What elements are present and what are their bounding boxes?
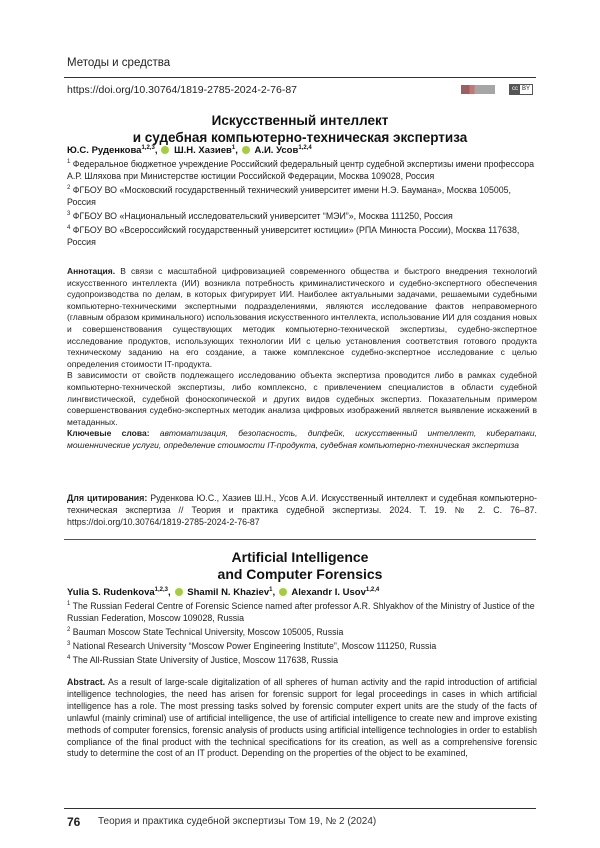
author-name: А.И. Усов — [254, 145, 299, 157]
authors-en: Yulia S. Rudenkova$^{1,2,3}$, Shamil N. Khaziev$^1$, Alexandr I. Usov$^{1,2,4}$ — [67, 587, 380, 599]
author-name: Shamil N. Khaziev — [187, 587, 270, 599]
affiliation-item: $^3$ ФГБОУ ВО «Национальный исследовательский университет “МЭИ”», Москва 111250, Россия — [67, 210, 453, 221]
author-name: Ю.С. Руденкова — [67, 145, 142, 157]
affiliation-item: $^1$ The Russian Federal Centre of Forensic Science named after professor A.R. Shlyakhov of the Ministry of Justice of the Russian Federation, Moscow 109028, Russia — [67, 600, 535, 623]
page-number: 76 — [67, 815, 81, 829]
author-affiliation-sup: 1 — [231, 145, 236, 151]
title-ru-line-1: Искусственный интеллект — [211, 113, 389, 128]
author-name: Ш.Н. Хазиев — [174, 145, 232, 157]
abstract-ru-paragraph-1: Аннотация. В связи с масштабной цифровизацией современного общества и быстрого внедрения технологий искусственного интеллекта (ИИ) возникла потребность криминалистического и судебно-экспертного обеспечения судопроизводства по делам, в которых фигурирует ИИ. Наиболее актуальными задачами, решаемыми судебными компьютерно-техническими экспертными подразделениями, являются исследование фактов неправомерного (главным образом криминального) использования искусственного интеллекта, использование ИИ для создания новых и совершенствования существующих методик компьютерно-технической экспертизы, судебно-экспертное исследование продуктов, использующих технологии ИИ с целью установления соответствия готового продукта техническому заданию на его создание, а также комплексное судебно-экспертное исследование с целью определения стоимости IT-продукта. — [67, 266, 537, 369]
citation-text: Руденкова Ю.С., Хазиев Ш.Н., Усов А.И. Искусственный интеллект и судебная компьютерно-техническая экспертиза // Теория и практика судебной экспертизы. 2024. Т. 19. № 2. С. 76–87. https://doi.org/10.30764/1819-2785-2024-2-76-87 — [67, 493, 537, 527]
citation-block — [67, 493, 537, 528]
orcid-icon[interactable] — [161, 146, 169, 154]
footer-divider — [64, 808, 536, 809]
affiliations-ru — [67, 157, 537, 249]
by-label: BY — [521, 86, 530, 92]
orcid-icon[interactable] — [242, 146, 250, 154]
affiliation-item: $^2$ Bauman Moscow State Technical University, Moscow 105005, Russia — [67, 626, 344, 637]
abstract-en-text: As a result of large-scale digitalization of all spheres of human activity and the rapid introduction of artificial intelligence technologies, the need has arisen for forensic support for legal proceedings in cases in which artificial intelligence has a role. The most pressing tasks solved by forensic computer expert units are the study of the facts of unlawful (mainly criminal) use of artificial intelligence, the use of artificial intelligence to create new and improve existing methods of computer forensics, forensic analysis of products using artificial intelligence technologies in order to establish compliance of the final product with the technical specifications for its creation, as well as a comprehensive forensic study to determine the cost of an IT product. Depending on the properties of the object to be examined, — [67, 677, 537, 759]
abstract-ru — [67, 266, 537, 452]
author-affiliation-sup: 1,2,3 — [141, 145, 155, 151]
abstract-en — [67, 677, 537, 760]
section-label: Методы и средства — [67, 57, 171, 69]
title-en-line-2: and Computer Forensics — [217, 566, 383, 582]
authors-ru: Ю.С. Руденкова$^{1,2,3}$, Ш.Н. Хазиев$^1$, А.И. Усов$^{1,2,4}$ — [67, 145, 312, 157]
cc-label: cc — [511, 86, 518, 92]
author-name: Alexandr I. Usov — [291, 587, 366, 599]
journal-name: Теория и практика судебной экспертизы Том 19, № 2 (2024) — [98, 816, 377, 827]
header-divider — [64, 77, 536, 78]
keywords-text: автоматизация, безопасность, дипфейк, искусственный интеллект, кибератаки, мошеннические услуги, определение стоимости IT-продукта, судебная компьютерно-техническая экспертиза — [67, 428, 537, 450]
orcid-icon[interactable] — [279, 588, 287, 596]
author-affiliation-sup: 1,2,3 — [154, 587, 168, 593]
journal-logo-icon — [461, 85, 495, 94]
affiliation-item: $^3$ National Research University “Moscow Power Engineering Institute”, Moscow 111250, Russia — [67, 641, 437, 652]
author-name: Yulia S. Rudenkova — [67, 587, 155, 599]
article-title-en — [0, 549, 600, 583]
abstract-ru-paragraph-2: В зависимости от свойств подлежащего исследованию объекта экспертиза проводится либо в рамках судебной компьютерно-технической экспертизы, либо комплексно, с привлечением специалистов в области судебной лингвистической, судебной фоноскопической и других видов судебных экспертиз. Показательным примером совершенствования судебно-экспертных методик анализа цифровых изображений является выявление искажений в метаданных. — [67, 370, 537, 427]
title-en-line-1: Artificial Intelligence — [231, 549, 369, 565]
header-logos — [461, 84, 533, 95]
keywords-ru — [67, 428, 537, 451]
section-divider — [64, 539, 536, 540]
orcid-icon[interactable] — [175, 588, 183, 596]
keywords-label: Ключевые слова: — [67, 428, 150, 439]
affiliations-en — [67, 599, 537, 668]
author-affiliation-sup: 1 — [269, 587, 273, 593]
affiliation-item: $^4$ The All-Russian State University of Justice, Moscow 117638, Russia — [67, 655, 338, 666]
cc-by-license-icon[interactable] — [509, 84, 533, 95]
article-title-ru — [0, 112, 600, 146]
affiliation-item: $^1$ Федеральное бюджетное учреждение Российский федеральный центр судебной экспертизы имени профессора А.Р. Шляхова при Министерстве юстиции Российской Федерации, Москва 109028, Россия — [67, 158, 535, 181]
abstract-label: Abstract. — [67, 677, 106, 687]
doi-link[interactable]: https://doi.org/10.30764/1819-2785-2024-2-76-87 — [67, 84, 298, 96]
author-affiliation-sup: 1,2,4 — [298, 145, 312, 151]
citation-label: Для цитирования: — [67, 493, 148, 503]
affiliation-item: $^4$ ФГБОУ ВО «Всероссийский государственный университет юстиции» (РПА Минюста России), Москва 117638, Россия — [67, 225, 520, 247]
abstract-label: Аннотация. — [67, 266, 116, 276]
affiliation-item: $^2$ ФГБОУ ВО «Московский государственный технический университет имени Н.Э. Баумана», Москва 105005, Россия — [67, 184, 511, 207]
author-affiliation-sup: 1,2,4 — [365, 587, 380, 593]
title-ru-line-2: и судебная компьютерно-техническая экспертиза — [132, 130, 468, 145]
